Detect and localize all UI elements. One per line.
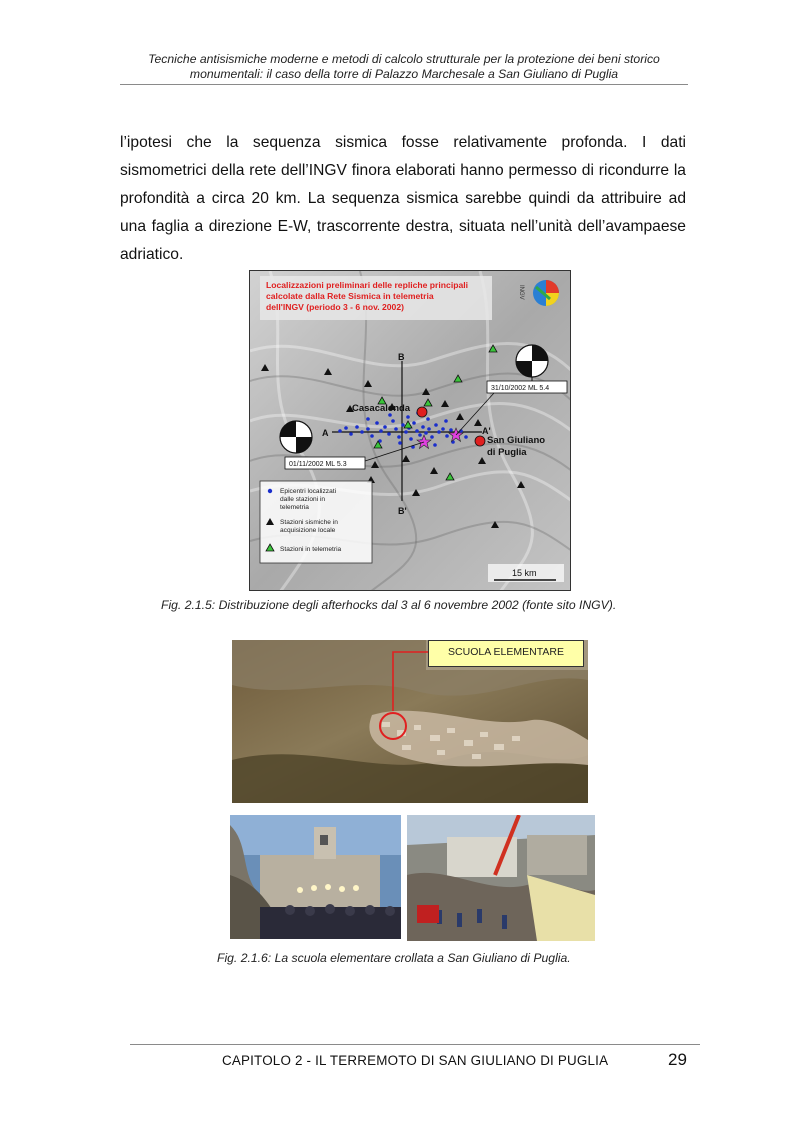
town-label-casacalenda: Casacalenda [352,403,411,414]
focal-mechanism-east [516,345,548,377]
rubble-photo-right [407,815,595,941]
section-label-b: B [398,352,405,362]
rubble-photo-right-graphic [407,815,595,941]
legend-local-station-label: acquisizione locale [280,527,336,534]
aftershock-map [249,270,571,591]
section-label-b-prime: B' [398,506,407,516]
map-title-line: calcolate dalla Rete Sismica in telemetria [266,291,434,301]
town-marker-casacalenda [417,407,427,417]
callout-label: SCUOLA ELEMENTARE [448,646,564,658]
map-title-line: Localizzazioni preliminari delle repliche principali [266,280,469,290]
event-label-east: 31/10/2002 ML 5.4 [491,385,550,392]
footer-chapter-title: CAPITOLO 2 - IL TERREMOTO DI SAN GIULIANO DI PUGLIA [222,1053,609,1068]
header-line-1: Tecniche antisismiche moderne e metodi di calcolo strutturale per la protezione dei beni storico [148,52,660,66]
map-graphic [250,271,571,591]
focal-mechanism-west [280,421,312,453]
legend-epicenter-symbol [268,489,272,493]
body-line: adriatico. [120,246,184,263]
body-paragraph [120,129,686,269]
legend-local-station-label: Stazioni sismiche in [280,519,338,526]
callout-pointer [232,640,588,803]
town-label-san-giuliano: di Puglia [487,447,527,458]
body-line: una faglia a direzione E-W, trascorrente destra, situata nell’unità dell’avampaese [120,218,686,235]
legend-telemetry-station-label: Stazioni in telemetria [280,546,342,553]
school-highlight-circle [380,713,406,739]
rubble-photo-left [230,815,401,939]
section-label-a: A [322,428,329,438]
section-label-a-prime: A' [482,426,491,436]
body-line: sismometrici della rete dell’INGV finora elaborati hanno permesso di ricondurre la [120,162,686,179]
body-line: l’ipotesi che la sequenza sismica fosse relativamente profonda. I dati [120,134,686,151]
scale-label: 15 km [512,568,537,578]
map-title-line: dell'INGV (periodo 3 - 6 nov. 2002) [266,302,404,312]
page-number: 29 [668,1050,687,1069]
ingv-logo-text: INGV [518,285,524,300]
ingv-logo-icon [533,280,559,306]
event-label-west: 01/11/2002 ML 5.3 [289,461,347,468]
figure-caption-1: Fig. 2.1.5: Distribuzione degli afterhocks dal 3 al 6 novembre 2002 (fonte sito INGV). [161,598,617,612]
running-header [120,52,688,82]
aerial-photo [232,640,588,803]
figure-caption-2: Fig. 2.1.6: La scuola elementare crollata a San Giuliano di Puglia. [217,951,571,965]
town-label-san-giuliano: San Giuliano [487,435,546,446]
town-marker-san-giuliano [475,436,485,446]
legend-epicenter-label: telemetria [280,504,309,511]
rubble-photo-left-graphic [230,815,401,939]
legend-epicenter-label: dalle stazioni in [280,496,326,503]
footer-divider [130,1044,700,1045]
header-divider [120,84,688,85]
legend-epicenter-label: Epicentri localizzati [280,488,337,495]
header-line-2: monumentali: il caso della torre di Palazzo Marchesale a San Giuliano di Puglia [189,67,619,81]
body-line: profondità a circa 20 km. La sequenza sismica sarebbe quindi da attribuire ad [120,190,686,207]
